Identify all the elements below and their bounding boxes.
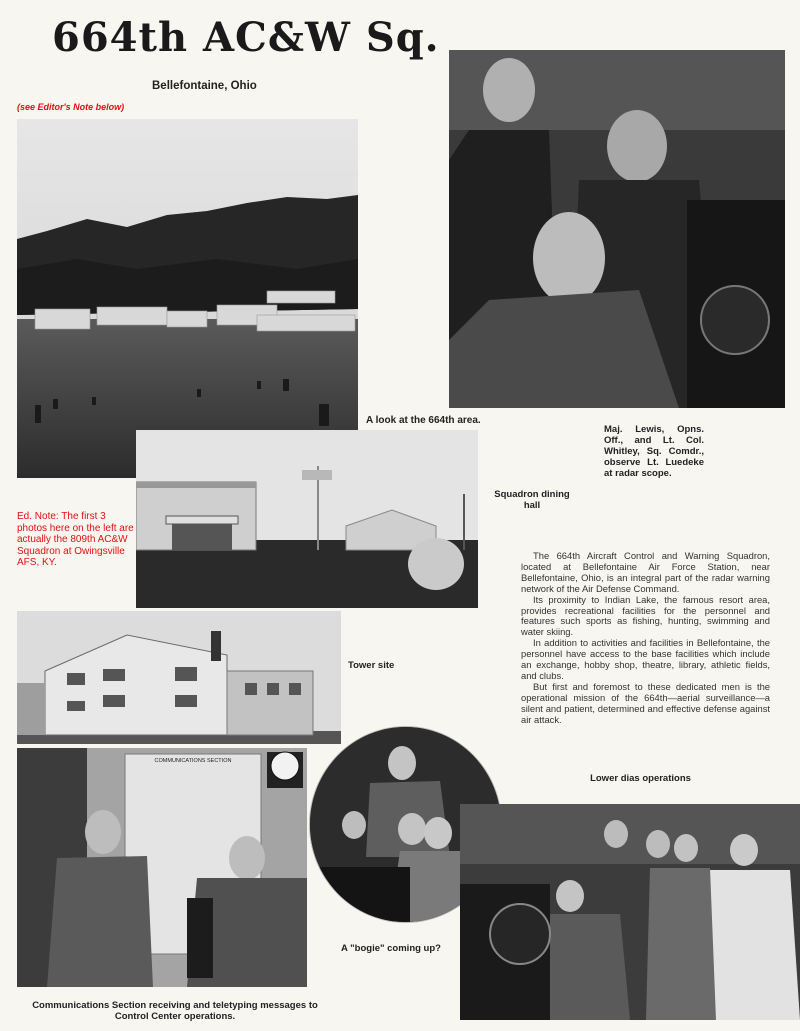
caption-lower-dias: Lower dias operations (590, 773, 691, 784)
editor-note-reference: (see Editor's Note below) (17, 102, 125, 112)
caption-comms: Communications Section receiving and teletyping messages to Control Center operations. (32, 1000, 318, 1022)
editor-note: Ed. Note: The first 3 photos here on the left are actually the 809th AC&W Squadron at Owingsville AFS, KY. (17, 511, 134, 568)
area-photo-image (17, 119, 358, 478)
tower-site-photo (17, 611, 341, 744)
tower-site-photo-image (17, 611, 341, 744)
dining-hall-photo-image (136, 430, 478, 608)
article-text (521, 551, 770, 726)
lower-dias-photo-image (460, 804, 800, 1020)
caption-area: A look at the 664th area. (366, 415, 481, 426)
dining-hall-photo (136, 430, 478, 608)
article-paragraph: But first and foremost to these dedicated men is the operational mission of the 664th—aerial surveillance—a silent and patient, determined and effective defense against air attack. (521, 680, 770, 725)
comms-photo-image (17, 748, 307, 987)
location-subtitle: Bellefontaine, Ohio (152, 80, 257, 92)
article-paragraph: In addition to activities and facilities in Bellefontaine, the personnel have access to the base facilities which include an exchange, hobby shop, theatre, library, athletic fields, and clubs. (521, 637, 770, 681)
officers-photo-image (449, 50, 785, 408)
comms-photo (17, 748, 307, 987)
officers-photo (449, 50, 785, 408)
page-title: 664th AC&W Sq. (52, 14, 440, 61)
area-photo (17, 119, 358, 478)
caption-dining: Squadron dining hall (494, 489, 570, 511)
caption-tower: Tower site (348, 660, 395, 671)
comms-section-sign: COMMUNICATIONS SECTION (154, 758, 232, 764)
article-paragraph: Its proximity to Indian Lake, the famous resort area, provides recreational facilities for the personnel and features such sports as fishing, hunting, swimming and water skiing. (521, 593, 770, 638)
caption-bogie: A "bogie" coming up? (341, 943, 441, 954)
lower-dias-photo (460, 804, 800, 1020)
caption-officers: Maj. Lewis, Opns. Off., and Lt. Col. Whitley, Sq. Comdr., observe Lt. Luedeke at radar scope. (604, 424, 704, 479)
article-paragraph: The 664th Aircraft Control and Warning Squadron, located at Bellefontaine Air Force Station, near Bellefontaine, Ohio, is an integral part of the radar warning network of the Air Defense Command. (521, 550, 770, 594)
